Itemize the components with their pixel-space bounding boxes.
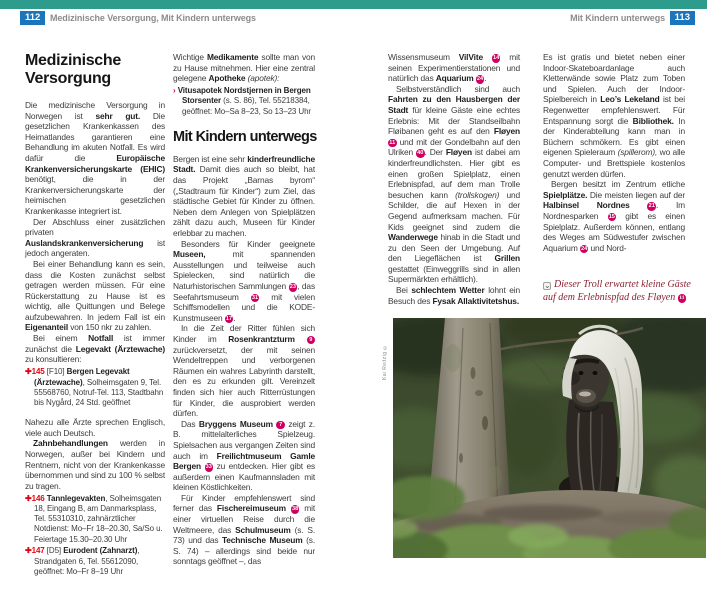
column-4	[543, 52, 685, 253]
section-heading-children: Mit Kindern unterwegs	[173, 128, 317, 145]
paragraph: Für Kinder empfehlenswert sind ferner das Fischereimuseum 38 mit einer virtuellen Reise durch die Weltmeere, das Schulmuseum (s. S. 73) und das Technische Museum (s. S. 74) – allerdings sind beide nur sonntags geöffnet –, das	[173, 492, 315, 567]
photo-caption	[543, 278, 698, 304]
photo-caption-text: Dieser Troll erwartet kleine Gäste auf dem Erlebnispfad des Fløyen 11	[543, 279, 691, 303]
paragraph: Nahezu alle Ärzte sprechen Englisch, viele auch Deutsch.	[25, 417, 165, 438]
column-1	[25, 52, 165, 577]
paragraph: Wichtige Medikamente sollte man von zu Hause mitnehmen. Hier eine zentral gelegene Apotheke (apotek):	[173, 52, 316, 84]
troll-photo	[393, 318, 706, 558]
listing-entry: › Vitusapotek Nordstjernen in Bergen Storsenter (s. S. 86), Tel. 55218384, geöffnet: Mo–Sa 8–23, So 13–23 Uhr	[173, 86, 311, 116]
section-heading-medical: Medizinische Versorgung	[25, 52, 121, 87]
column-3	[388, 52, 520, 306]
paragraph: Bergen ist eine sehr kinderfreundliche Stadt. Damit dies auch so bleibt, hat das Projekt „Barnas byrom“ („Stadtraum für Kinder“) zum Ziel, das städtische Gebiet für Kinder zu öffnen. Neben dem Anlegen von Spielplätzen zählt dazu auch, Museen für Kinder erlebbar zu machen.	[173, 153, 315, 239]
running-head-right: Mit Kindern unterwegs	[570, 13, 665, 23]
paragraph: Bei schlechtem Wetter lohnt ein Besuch des Fysak Allaktivitetshus.	[388, 285, 520, 306]
paragraph: Besonders für Kinder geeignete Museen, mit spannenden Ausstellungen und teilweise auch Spielecken, sind natürlich die Naturhistorischen Sammlungen 23, das Seefahrtsmuseum 31 mit vielen Schiffsmodellen und die KODE-Kunstmuseen 17.	[173, 238, 315, 323]
photo-credit: Kai Reitzig ©	[382, 343, 388, 380]
paragraph: Es ist gratis und bietet neben einer Indoor-Skateboardanlage auch Kletterwände sowie Platz zum Toben und Spielen. Auch der Indoor-Spielbereich in Leo’s Lekeland ist bei Regenwetter empfehlenswert. Für Entspannung sorgt die Bibliothek. In der Kinderabteilung kann man in Büchern schmökern. Es gibt einen eigenen Spieleraum (spillerom), wo alle Computer- und Brettspiele kostenlos genutzt werden dürfen.	[543, 52, 685, 179]
page-number-left: 112	[20, 11, 45, 25]
paragraph: Selbstverständlich sind auch Fahrten zu den Hausbergen der Stadt für kleine Gäste eine echtes Erlebnis: Mit der Standseilbahn Fløibanen geht es auf den Fløyen 11 und mit der Gondelbahn auf den Ulriken 40. Der Fløyen ist dabei am kinderfreundlichsten. Hier gibt es einen großen Spielplatz, einen Erlebnispfad, auf dem man Trolle besuchen kann (trollskogen) und Schilder, die auf Hexen in der Gegend aufmerksam machen. Für Kids geeignet sind zudem die Wanderwege hinab in die Stadt und zu den Seen der Umgebung. Auf den Liegeflächen ist Grillen gestattet (Einweggrills sind in allen Supermärkten erhältlich).	[388, 83, 520, 285]
listing-entry: ✚146 Tannlegevakten, Solheimsgaten 18, Eingang B, am Danmarksplass, Tel. 55310310, zahnärztlicher Notdienst: Mo–Fr 18–20.30, Sa/So u. Feiertage 15.30–20.30 Uhr	[25, 493, 163, 544]
troll-illustration	[393, 318, 706, 558]
photo-reference-icon: ⌄	[544, 281, 551, 290]
listing-entry: ✚145 [F10] Bergen Legevakt (Ärztewache), Solheimsgaten 9, Tel. 55568760, Notruf-Tel. 113, Stadtbahn bis Nygård, 24 Std. geöffnet	[25, 367, 164, 407]
top-color-bar	[0, 0, 707, 9]
paragraph: Der Abschluss einer zusätzlichen privaten Auslandskrankenversicherung ist jedoch angeraten.	[25, 216, 165, 259]
paragraph: Das Bryggens Museum 7 zeigt z. B. mittelalterliches Spielzeug. Spielsachen aus vergangen Zeiten sind auch im Freilichtmuseum Gamle Bergen 33 zu entdecken. Hier gibt es außerdem einen Kaufmannsladen mit kleinen Köstlichkeiten.	[173, 418, 316, 493]
page-number-right: 113	[670, 11, 695, 25]
running-head-left: Medizinische Versorgung, Mit Kindern unterwegs	[50, 13, 256, 23]
paragraph: Die medizinische Versorgung in Norwegen ist sehr gut. Die gesetzlichen Krankenkassen des Heimatlandes garantieren eine Behandlung im akuten Notfall. Es wird dafür die Europäische Krankenversicherungskarte (EHIC) benötigt, die in der Krankenversicherungskarte der heimischen gesetzlichen Krankenkasse integriert ist.	[25, 100, 165, 216]
paragraph: Wissensmuseum VilVite 14 mit seinen Experimentierstationen und natürlich das Aquarium 24.	[388, 52, 520, 84]
paragraph: Zahnbehandlungen werden in Norwegen, außer bei Kindern und Rentnern, nicht von der Krankenkasse übernommen und sind zu 100 % selbst zu tragen.	[25, 438, 165, 491]
paragraph: Bei einem Notfall ist immer zunächst die Legevakt (Ärztewache) zu konsultieren:	[25, 333, 166, 365]
paragraph: Bei einer Behandlung kann es sein, dass die Kosten zunächst selbst getragen werden müssen. Für eine Rückerstattung zu Hause ist es wichtig, alle Quittungen und Belege aufzubewahren. In jedem Fall ist ein Eigenanteil von 150 nkr zu zahlen.	[25, 258, 165, 333]
paragraph: Bergen besitzt im Zentrum etliche Spielplätze. Die meisten liegen auf der Halbinsel Nordnes 21. Im Nordnesparken 15 gibt es einen Spielplatz. Außerdem können, entlang des Weges am Südwestufer zwischen Aquarium 24 und Nord-	[543, 179, 685, 253]
column-2	[173, 52, 315, 567]
paragraph: In die Zeit der Ritter fühlen sich Kinder im Rosenkrantzturm 9 zurückversetzt, der mit seinen Wendeltreppen und verborgenen Räumen ein wahres Labyrinth darstellt, den es zu erkunden gilt. Vereinzelt finden sich hier auch Ritterrüstungen für Kinder, die ausprobiert werden dürfen.	[173, 323, 315, 419]
listing-entry: ✚147 [D5] Eurodent (Zahnarzt), Strandgaten 6, Tel. 55612090, geöffnet: Mo–Fr 8–19 Uhr	[25, 546, 140, 576]
